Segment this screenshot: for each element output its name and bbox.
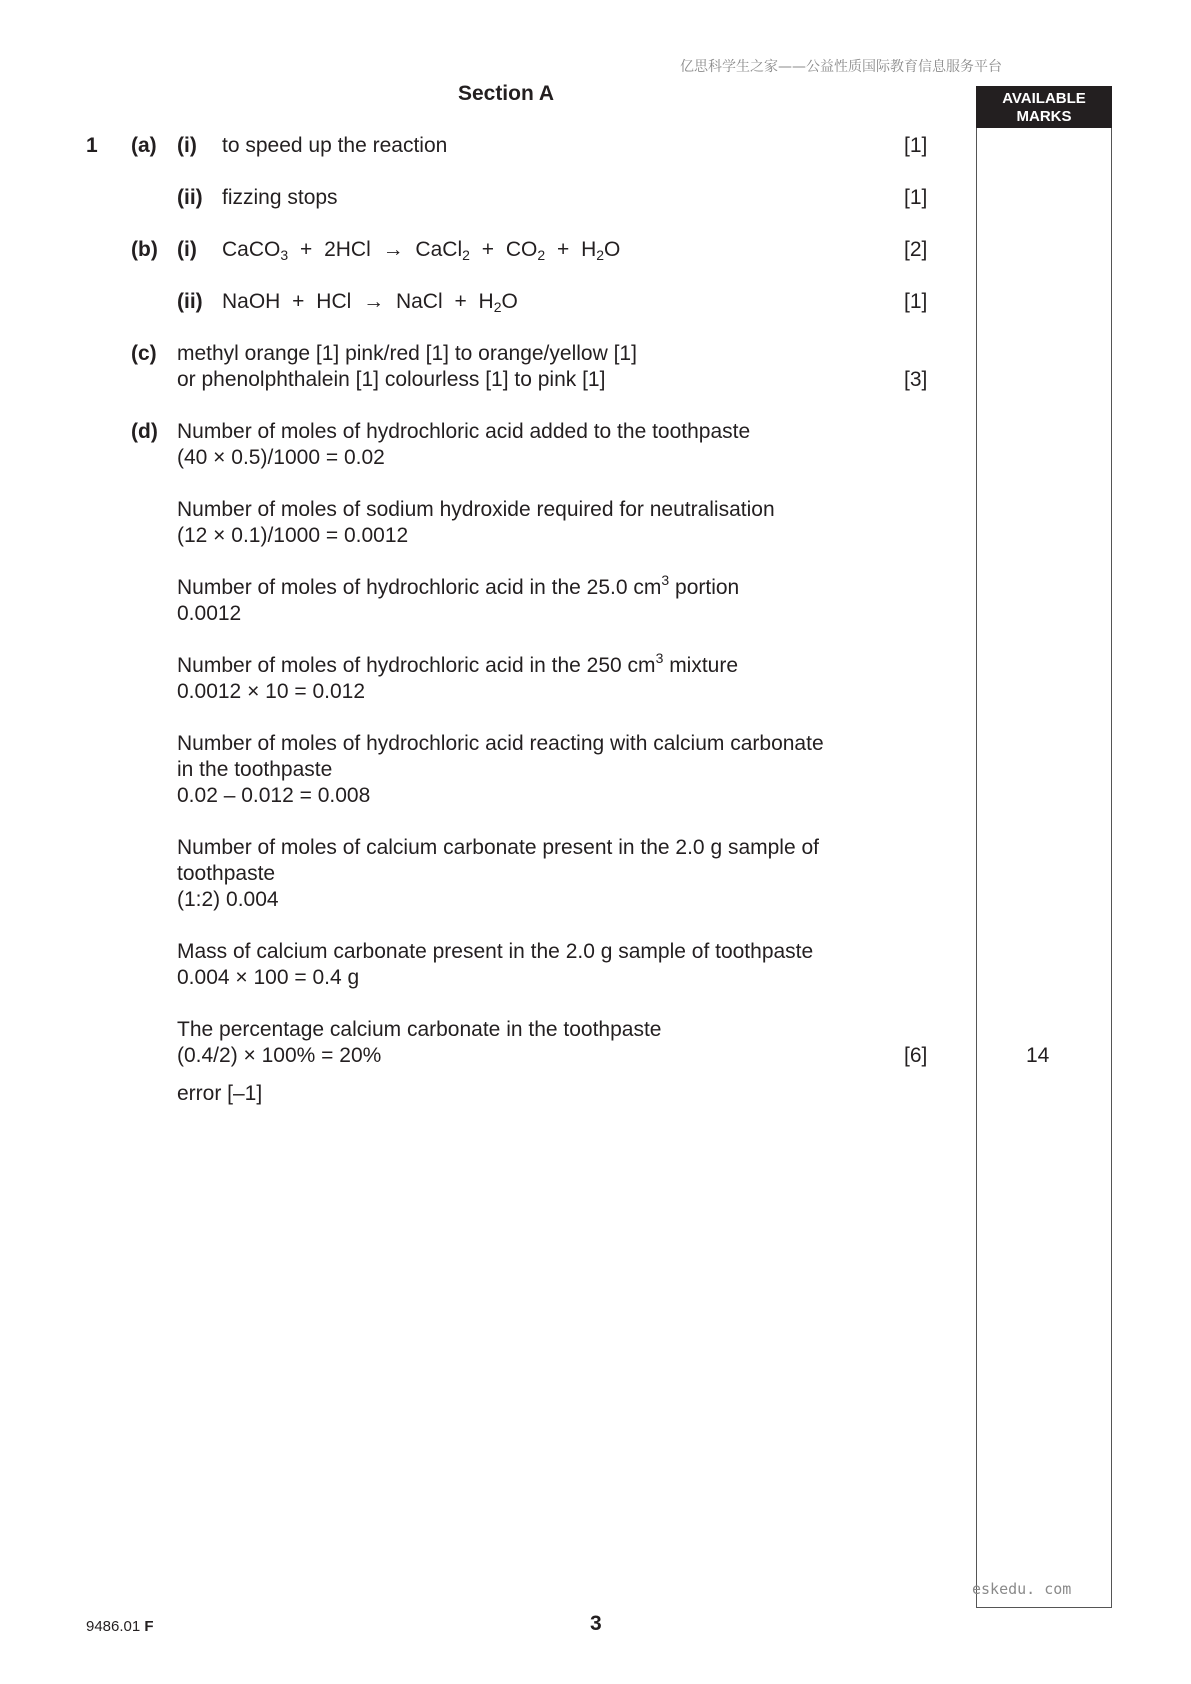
part-d-p4-line1: Number of moles of hydrochloric acid in the 250 $cm^3$ mixture — [177, 650, 739, 677]
part-b-label: (b) — [131, 238, 158, 261]
part-d-p6-line3: (1:2) 0.004 — [177, 888, 279, 911]
question-number: 1 — [86, 134, 98, 157]
part-d-p7-line2: 0.004 × 100 = 0.4 g — [177, 966, 360, 989]
part-d-mark: [6] — [904, 1044, 928, 1067]
part-d-error-note: error [–1] — [177, 1082, 263, 1105]
page-number: 3 — [590, 1612, 602, 1635]
part-b-ii-label: (ii) — [177, 290, 203, 313]
part-d-p1-line2: (40 × 0.5)/1000 = 0.02 — [177, 446, 385, 469]
part-d-p5-line3: 0.02 – 0.012 = 0.008 — [177, 784, 371, 807]
part-a-ii-mark: [1] — [904, 186, 928, 209]
part-d-p5-line2: in the toothpaste — [177, 758, 333, 781]
part-c-label: (c) — [131, 342, 157, 365]
part-c-mark: [3] — [904, 368, 928, 391]
part-d-p4-line2: 0.0012 × 10 = 0.012 — [177, 680, 366, 703]
part-a-label: (a) — [131, 134, 157, 157]
part-c-line2: or phenolphthalein [1] colourless [1] to pink [1] — [177, 368, 606, 391]
part-d-p3-line1: Number of moles of hydrochloric acid in the 25.0 $cm^3$ portion — [177, 572, 740, 599]
part-d-p3-line2: 0.0012 — [177, 602, 242, 625]
question-total-marks: 14 — [1026, 1044, 1050, 1067]
part-a-i-label: (i) — [177, 134, 197, 157]
footer-paper-code: 9486.01 F — [86, 1618, 154, 1635]
watermark-bottom: eskedu. com — [972, 1580, 1072, 1598]
part-b-i-mark: [2] — [904, 238, 928, 261]
section-title: Section A — [457, 82, 555, 105]
marks-header-line1: AVAILABLE — [1002, 90, 1086, 107]
part-b-ii-equation: NaOH + HCl → NaCl + $H_2O$ — [222, 290, 518, 315]
part-a-ii-answer: fizzing stops — [222, 186, 338, 209]
part-d-p2-line2: (12 × 0.1)/1000 = 0.0012 — [177, 524, 409, 547]
part-b-i-equation: CaCO$_3$ + 2HCl → CaCl$_2$ + $CO_2 + H_2O$ — [222, 238, 621, 263]
available-marks-header — [976, 86, 1112, 128]
marks-header-line2: MARKS — [1016, 108, 1072, 125]
part-b-i-label: (i) — [177, 238, 197, 261]
part-d-p1-line1: Number of moles of hydrochloric acid added to the toothpaste — [177, 420, 751, 443]
part-d-p7-line1: Mass of calcium carbonate present in the 2.0 g sample of toothpaste — [177, 940, 814, 963]
part-d-p6-line2: toothpaste — [177, 862, 276, 885]
part-a-i-mark: [1] — [904, 134, 928, 157]
part-d-p8-line1: The percentage calcium carbonate in the toothpaste — [177, 1018, 662, 1041]
part-a-ii-label: (ii) — [177, 186, 203, 209]
part-a-i-answer: to speed up the reaction — [222, 134, 448, 157]
part-d-p8-line2: (0.4/2) × 100% = 20% — [177, 1044, 382, 1067]
part-b-ii-mark: [1] — [904, 290, 928, 313]
part-c-line1: methyl orange [1] pink/red [1] to orange/yellow [1] — [177, 342, 637, 365]
part-d-p2-line1: Number of moles of sodium hydroxide required for neutralisation — [177, 498, 775, 521]
watermark-top: 亿思科学生之家——公益性质国际教育信息服务平台 — [680, 59, 1002, 75]
part-d-p6-line1: Number of moles of calcium carbonate present in the 2.0 g sample of — [177, 836, 819, 859]
marks-column — [976, 128, 1112, 1608]
part-d-label: (d) — [131, 420, 158, 443]
part-d-p5-line1: Number of moles of hydrochloric acid reacting with calcium carbonate — [177, 732, 824, 755]
